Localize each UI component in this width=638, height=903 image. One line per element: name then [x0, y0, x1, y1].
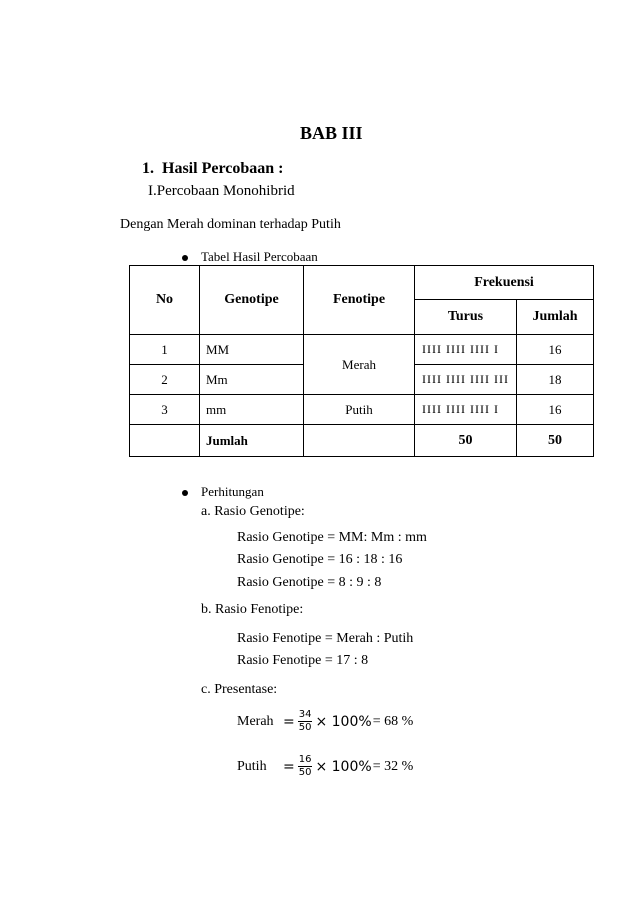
row-genotipe: mm	[200, 395, 304, 425]
merah-denominator: 50	[298, 722, 312, 733]
putih-label: Putih	[237, 758, 267, 774]
merah-multiplier: × 100%	[315, 713, 372, 730]
total-label: Jumlah	[200, 425, 304, 457]
row-turus: IIII IIII IIII I	[415, 395, 517, 425]
header-no: No	[130, 266, 200, 335]
intro-text: Dengan Merah dominan terhadap Putih	[120, 217, 341, 232]
presentase-label: c. Presentase:	[201, 682, 278, 697]
results-table	[129, 265, 594, 457]
merah-fraction	[298, 709, 313, 734]
putih-result: = 32 %	[372, 758, 414, 774]
rasio-fenotipe-line: Rasio Fenotipe = 17 : 8	[237, 653, 369, 668]
table-caption: Tabel Hasil Percobaan	[201, 249, 318, 264]
row-jumlah: 16	[517, 335, 594, 365]
section-number: 1.	[142, 160, 154, 177]
rasio-fenotipe-line: Rasio Fenotipe = Merah : Putih	[237, 631, 414, 646]
row-no: 1	[130, 335, 200, 365]
putih-denominator: 50	[298, 767, 312, 778]
table-row	[130, 395, 594, 425]
merah-label: Merah	[237, 713, 274, 729]
section-subtitle: I.Percobaan Monohibrid	[148, 183, 295, 199]
row-no: 2	[130, 365, 200, 395]
total-jumlah: 50	[517, 425, 594, 457]
row-turus: IIII IIII IIII I	[415, 335, 517, 365]
header-genotipe: Genotipe	[200, 266, 304, 335]
bullet-calc	[182, 490, 188, 496]
presentase-merah: Merah = $\frac{34}{50}$ × 100% = 68 %	[237, 709, 414, 733]
total-turus: 50	[415, 425, 517, 457]
table-row	[130, 335, 594, 365]
row-genotipe: MM	[200, 335, 304, 365]
page-heading: BAB III	[300, 123, 363, 143]
putih-multiplier: × 100%	[315, 758, 372, 775]
row-jumlah: 16	[517, 395, 594, 425]
rasio-genotipe-line: Rasio Genotipe = 8 : 9 : 8	[237, 575, 382, 590]
header-fenotipe: Fenotipe	[304, 266, 415, 335]
row-fenotipe-putih: Putih	[304, 395, 415, 425]
row-genotipe: Mm	[200, 365, 304, 395]
header-frekuensi: Frekuensi	[415, 266, 594, 300]
table-total-row	[130, 425, 594, 457]
putih-numerator: 16	[298, 754, 312, 765]
row-turus: IIII IIII IIII III	[415, 365, 517, 395]
rasio-fenotipe-label: b. Rasio Fenotipe:	[201, 602, 304, 617]
merah-result: = 68 %	[372, 713, 414, 729]
header-turus: Turus	[415, 300, 517, 335]
section-title: Hasil Percobaan :	[162, 160, 284, 177]
rasio-genotipe-line: Rasio Genotipe = MM: Mm : mm	[237, 530, 427, 545]
putih-fraction	[298, 754, 313, 779]
row-fenotipe-merah: Merah	[304, 335, 415, 395]
calc-heading: Perhitungan	[201, 484, 264, 499]
header-jumlah: Jumlah	[517, 300, 594, 335]
rasio-genotipe-line: Rasio Genotipe = 16 : 18 : 16	[237, 552, 403, 567]
bullet-table	[182, 255, 188, 261]
row-no: 3	[130, 395, 200, 425]
presentase-putih: Putih = $\frac{16}{50}$ × 100% = 32 %	[237, 754, 414, 778]
merah-numerator: 34	[298, 709, 312, 720]
row-jumlah: 18	[517, 365, 594, 395]
rasio-genotipe-label: a. Rasio Genotipe:	[201, 504, 305, 519]
